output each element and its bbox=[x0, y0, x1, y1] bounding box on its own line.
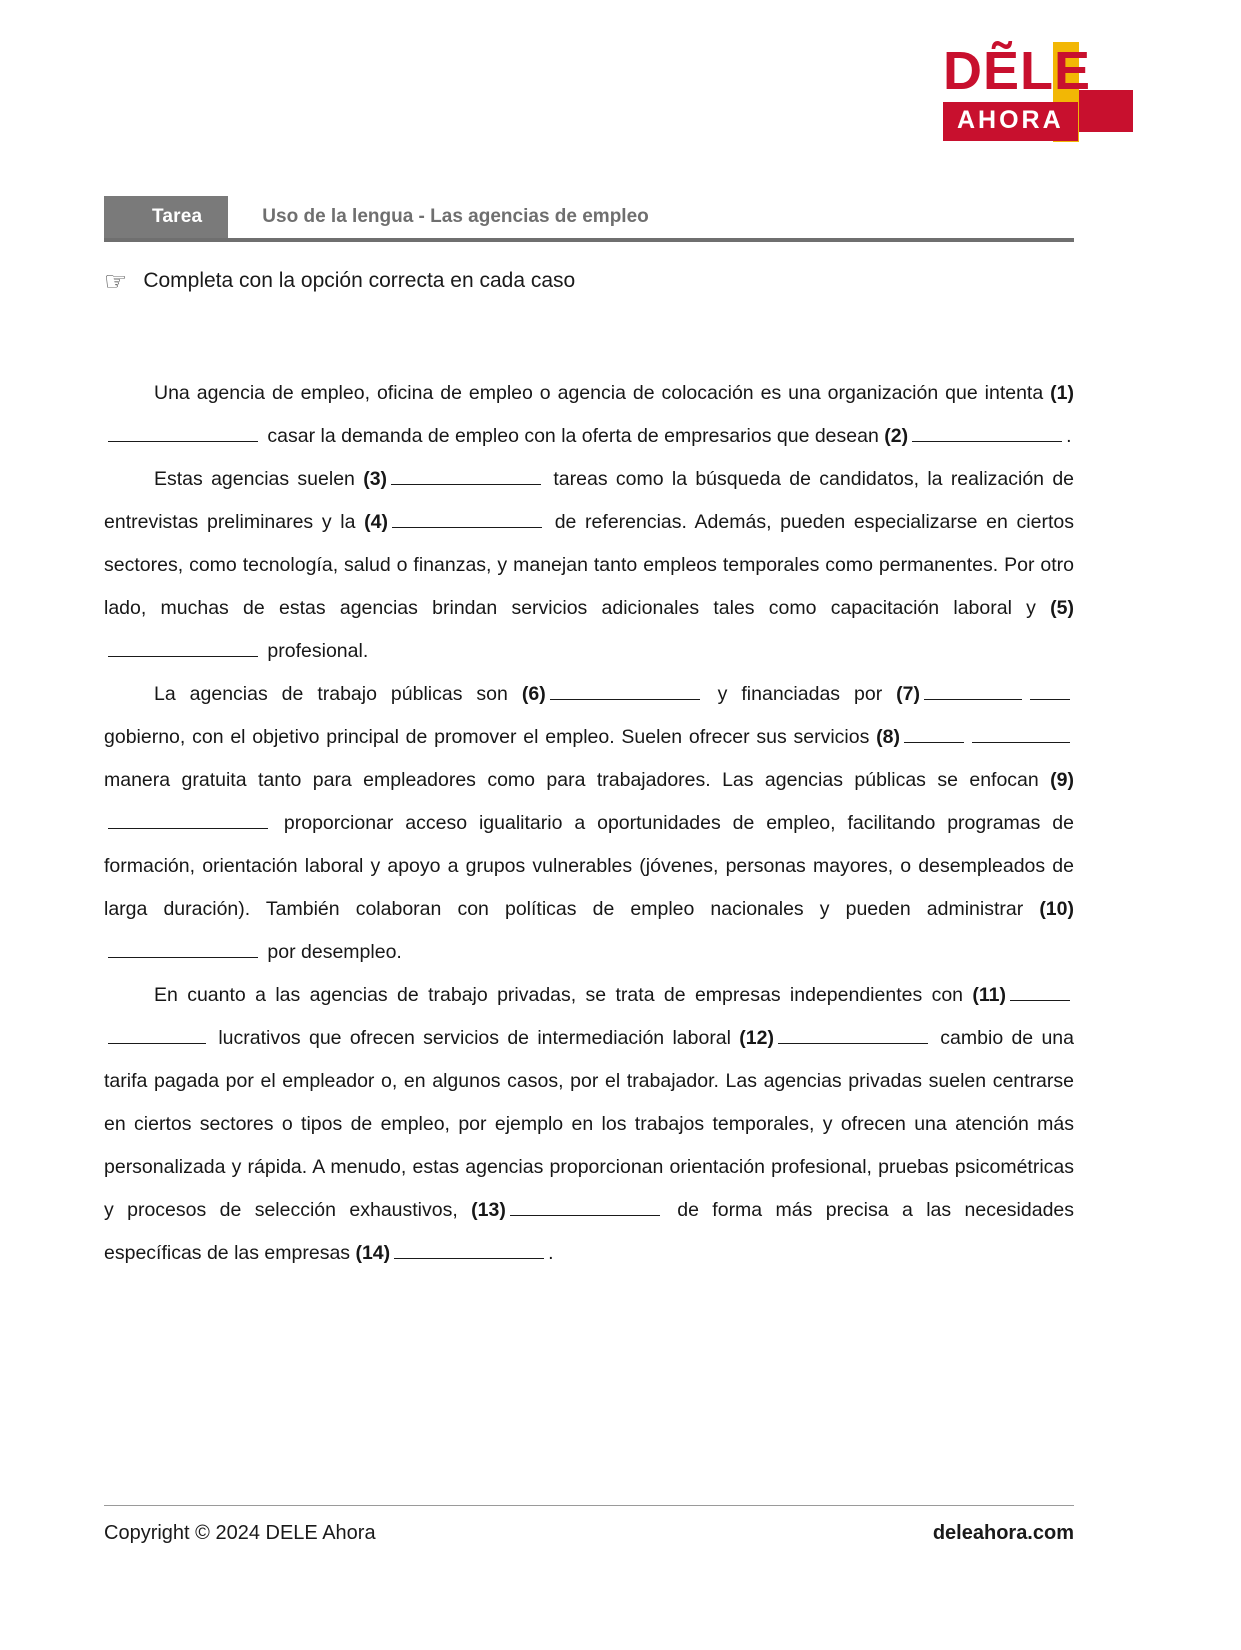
blank-number-2: (2) bbox=[884, 425, 909, 447]
p3-text-e: proporcionar acceso igualitario a oportunidades de empleo, facilitando programas de formación, orientación laboral y apoyo a grupos vulnerables (jóvenes, personas mayores, o desempleados de larga duración). También colaboran con políticas de empleo nacionales y pueden administrar bbox=[104, 812, 1074, 920]
answer-blank-7a[interactable] bbox=[924, 684, 1022, 700]
answer-blank-11b[interactable] bbox=[108, 1028, 206, 1044]
blank-number-10: (10) bbox=[1039, 898, 1074, 920]
page-footer bbox=[104, 1522, 1074, 1545]
answer-blank-3[interactable] bbox=[391, 469, 541, 485]
blank-number-14: (14) bbox=[355, 1242, 391, 1264]
p4-text-d: de forma más precisa a las necesidades específicas de las empresas bbox=[104, 1199, 1075, 1264]
p3-text-b: y financiadas por bbox=[717, 683, 883, 705]
blank-number-6: (6) bbox=[521, 683, 546, 705]
blank-number-4: (4) bbox=[364, 511, 388, 533]
task-label: Tarea bbox=[104, 196, 228, 238]
task-header-bar bbox=[104, 196, 1074, 242]
exercise-text bbox=[104, 372, 1074, 1275]
p1-text-a: Una agencia de empleo, oficina de empleo o agencia de colocación es una organización que intenta bbox=[154, 382, 1044, 404]
paragraph-4 bbox=[104, 974, 1074, 1275]
blank-number-7: (7) bbox=[896, 683, 921, 705]
p3-text-f: por desempleo. bbox=[267, 941, 402, 963]
answer-blank-10[interactable] bbox=[108, 942, 258, 958]
logo-brand-text: DẼLE bbox=[943, 41, 1092, 101]
p2-text-d: profesional. bbox=[267, 640, 369, 662]
answer-blank-2[interactable] bbox=[912, 426, 1062, 442]
answer-blank-7b[interactable] bbox=[1030, 684, 1070, 700]
blank-number-11: (11) bbox=[972, 984, 1006, 1006]
paragraph-1 bbox=[104, 372, 1074, 458]
footer-website[interactable]: deleahora.com bbox=[932, 1522, 1074, 1544]
answer-blank-11a[interactable] bbox=[1010, 985, 1070, 1001]
task-title: Uso de la lengua - Las agencias de empleo bbox=[262, 206, 649, 227]
blank-number-13: (13) bbox=[471, 1199, 506, 1221]
answer-blank-5[interactable] bbox=[108, 641, 258, 657]
p3-text-c: gobierno, con el objetivo principal de promover el empleo. Suelen ofrecer sus servicios bbox=[104, 726, 870, 748]
blank-number-1: (1) bbox=[1050, 382, 1074, 404]
answer-blank-6[interactable] bbox=[550, 684, 700, 700]
footer-divider bbox=[104, 1505, 1074, 1506]
p4-text-b: lucrativos que ofrecen servicios de intermediación laboral bbox=[218, 1027, 731, 1049]
pointing-hand-icon: ☞ bbox=[104, 266, 128, 296]
answer-blank-1[interactable] bbox=[108, 426, 258, 442]
paragraph-2 bbox=[104, 458, 1074, 673]
answer-blank-8a[interactable] bbox=[904, 727, 964, 743]
instruction-row bbox=[104, 268, 575, 294]
answer-blank-12[interactable] bbox=[778, 1028, 928, 1044]
logo-sub-text: AHORA bbox=[943, 102, 1078, 141]
answer-blank-14[interactable] bbox=[394, 1243, 544, 1259]
p2-text-b: tareas como la búsqueda de candidatos, la realización de entrevistas preliminares y la bbox=[104, 468, 1075, 533]
blank-number-3: (3) bbox=[363, 468, 388, 490]
blank-number-9: (9) bbox=[1050, 769, 1075, 791]
p4-text-e: . bbox=[548, 1242, 554, 1264]
blank-number-5: (5) bbox=[1050, 597, 1074, 619]
p1-text-c: . bbox=[1066, 425, 1072, 447]
p3-text-a: La agencias de trabajo públicas son bbox=[154, 683, 508, 705]
p1-text-b: casar la demanda de empleo con la oferta de empresarios que desean bbox=[267, 425, 879, 447]
instruction-text: Completa con la opción correcta en cada caso bbox=[143, 269, 576, 292]
blank-number-12: (12) bbox=[739, 1027, 774, 1049]
footer-copyright: Copyright © 2024 DELE Ahora bbox=[104, 1522, 376, 1544]
p3-text-d: manera gratuita tanto para empleadores como para trabajadores. Las agencias públicas se enfocan bbox=[104, 769, 1039, 791]
p2-text-a: Estas agencias suelen bbox=[154, 468, 355, 490]
dele-ahora-logo bbox=[943, 28, 1133, 138]
answer-blank-13[interactable] bbox=[510, 1200, 660, 1216]
blank-number-8: (8) bbox=[876, 726, 901, 748]
p4-text-c: cambio de una tarifa pagada por el empleador o, en algunos casos, por el trabajador. Las agencias privadas suelen centrarse en ciertos sectores o tipos de empleo, por ejemplo en los trabajos temporales, y ofrecen una atención más personalizada y rápida. A menudo, estas agencias proporcionan orientación profesional, pruebas psicométricas y procesos de selección exhaustivos, bbox=[104, 1027, 1074, 1221]
answer-blank-9[interactable] bbox=[108, 813, 268, 829]
answer-blank-8b[interactable] bbox=[972, 727, 1070, 743]
paragraph-3 bbox=[104, 673, 1074, 974]
p4-text-a: En cuanto a las agencias de trabajo privadas, se trata de empresas independientes con bbox=[154, 984, 964, 1006]
p2-text-c: de referencias. Además, pueden especializarse en ciertos sectores, como tecnología, salud o finanzas, y manejan tanto empleos temporales como permanentes. Por otro lado, muchas de estas agencias brindan servicios adicionales tales como capacitación laboral y bbox=[104, 511, 1074, 619]
answer-blank-4[interactable] bbox=[392, 512, 542, 528]
